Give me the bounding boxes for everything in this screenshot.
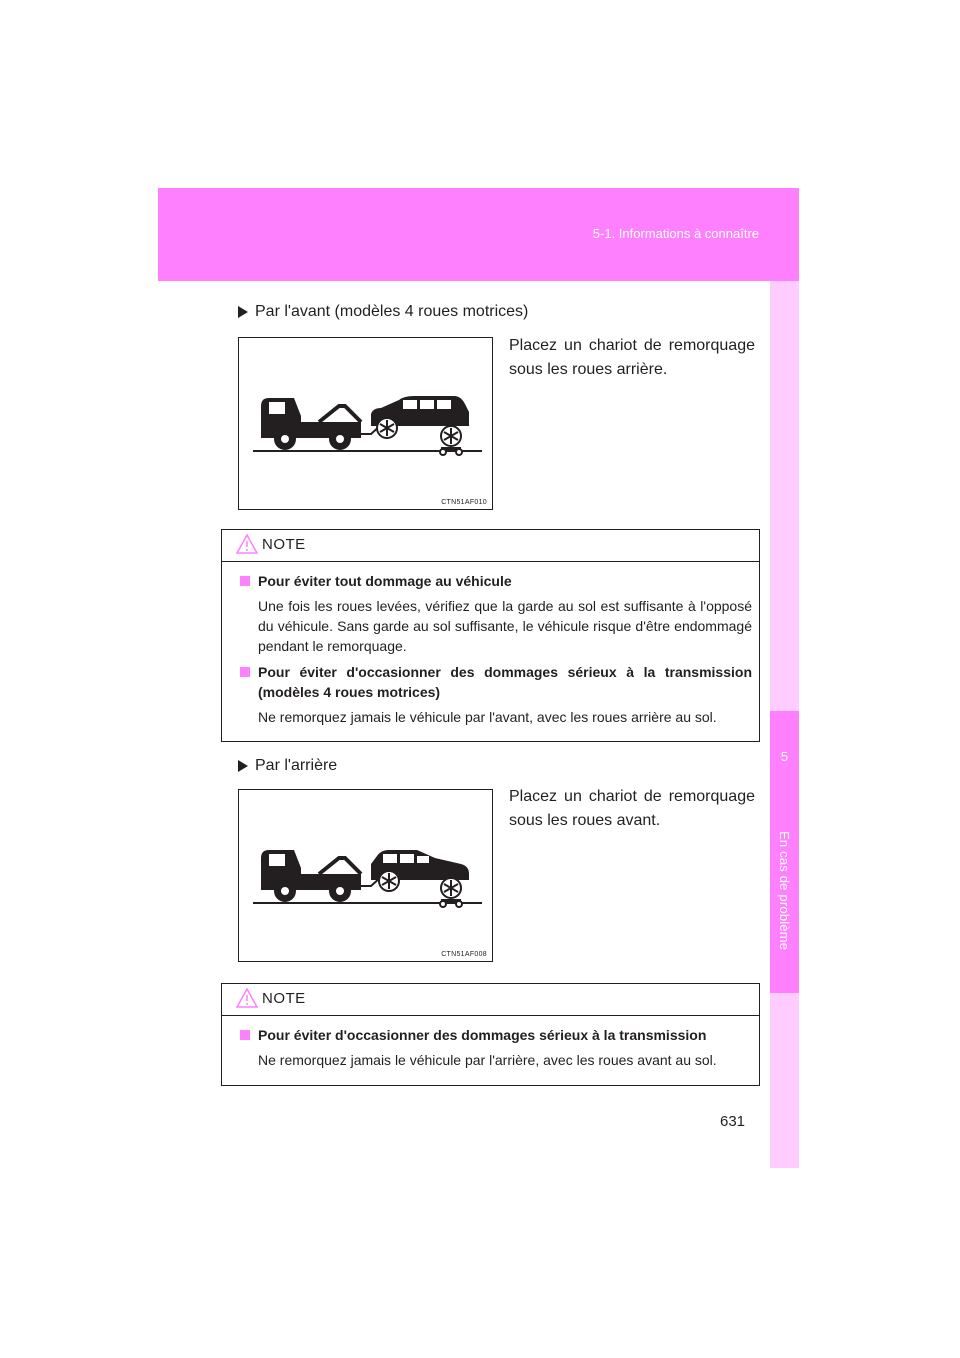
- note-title: NOTE: [262, 990, 306, 1007]
- pink-square-bullet-icon: [240, 1030, 250, 1040]
- towing-figure-rear: [238, 789, 493, 962]
- note-item-heading: Pour éviter tout dommage au véhicule: [240, 571, 752, 591]
- section1-text: Placez un chariot de remorquage sous les roues arrière.: [509, 337, 755, 378]
- section-breadcrumb: 5-1. Informations à connaître: [592, 226, 759, 241]
- warning-triangle-icon: [236, 988, 258, 1008]
- note-body: [222, 562, 759, 743]
- chapter-label: En cas de problème: [777, 831, 792, 951]
- section2-heading-text: Par l'arrière: [255, 757, 338, 774]
- triangle-bullet-icon: [238, 760, 248, 772]
- chapter-number: 5: [780, 749, 789, 764]
- section1-heading: [238, 303, 528, 321]
- pink-square-bullet-icon: [240, 667, 250, 677]
- side-tab-bottom: [770, 993, 799, 1168]
- note-box-2: [221, 983, 760, 1086]
- tow-truck-rear-dolly-illustration: [239, 338, 492, 509]
- side-tab-top: [770, 281, 799, 711]
- note-box-1: [221, 529, 760, 742]
- section1-heading-text: Par l'avant (modèles 4 roues motrices): [255, 303, 529, 320]
- section2-heading: [238, 757, 337, 775]
- note-item-text: Une fois les roues levées, vérifiez que la garde au sol est suffisante à l'opposé du véhicule. Sans garde au sol suffisante, le véhicule risque d'être endommagé pendant le remorquage.: [258, 598, 752, 654]
- triangle-bullet-icon: [238, 306, 248, 318]
- note-body: [222, 1016, 759, 1086]
- note-item-text: Ne remorquez jamais le véhicule par l'arrière, avec les roues avant au sol.: [258, 1052, 717, 1068]
- pink-square-bullet-icon: [240, 576, 250, 586]
- towing-figure-front: [238, 337, 493, 510]
- tow-truck-front-dolly-illustration: [239, 790, 492, 961]
- note-item-heading: Pour éviter d'occasionner des dommages sérieux à la transmission: [240, 1025, 752, 1045]
- figure-code: CTN51AF010: [441, 499, 487, 506]
- note-header: [222, 530, 759, 562]
- side-tab-chapter[interactable]: [770, 711, 799, 993]
- figure-code: CTN51AF008: [441, 951, 487, 958]
- note-header: [222, 984, 759, 1016]
- warning-triangle-icon: [236, 534, 258, 554]
- header-band: [158, 188, 799, 281]
- note-item-text: Ne remorquez jamais le véhicule par l'avant, avec les roues arrière au sol.: [258, 709, 717, 725]
- note-title: NOTE: [262, 536, 306, 553]
- note-item-heading: Pour éviter d'occasionner des dommages sérieux à la transmission (modèles 4 roues motrices): [240, 662, 752, 702]
- section2-text: Placez un chariot de remorquage sous les roues avant.: [509, 788, 755, 829]
- page-number: 631: [720, 1113, 746, 1130]
